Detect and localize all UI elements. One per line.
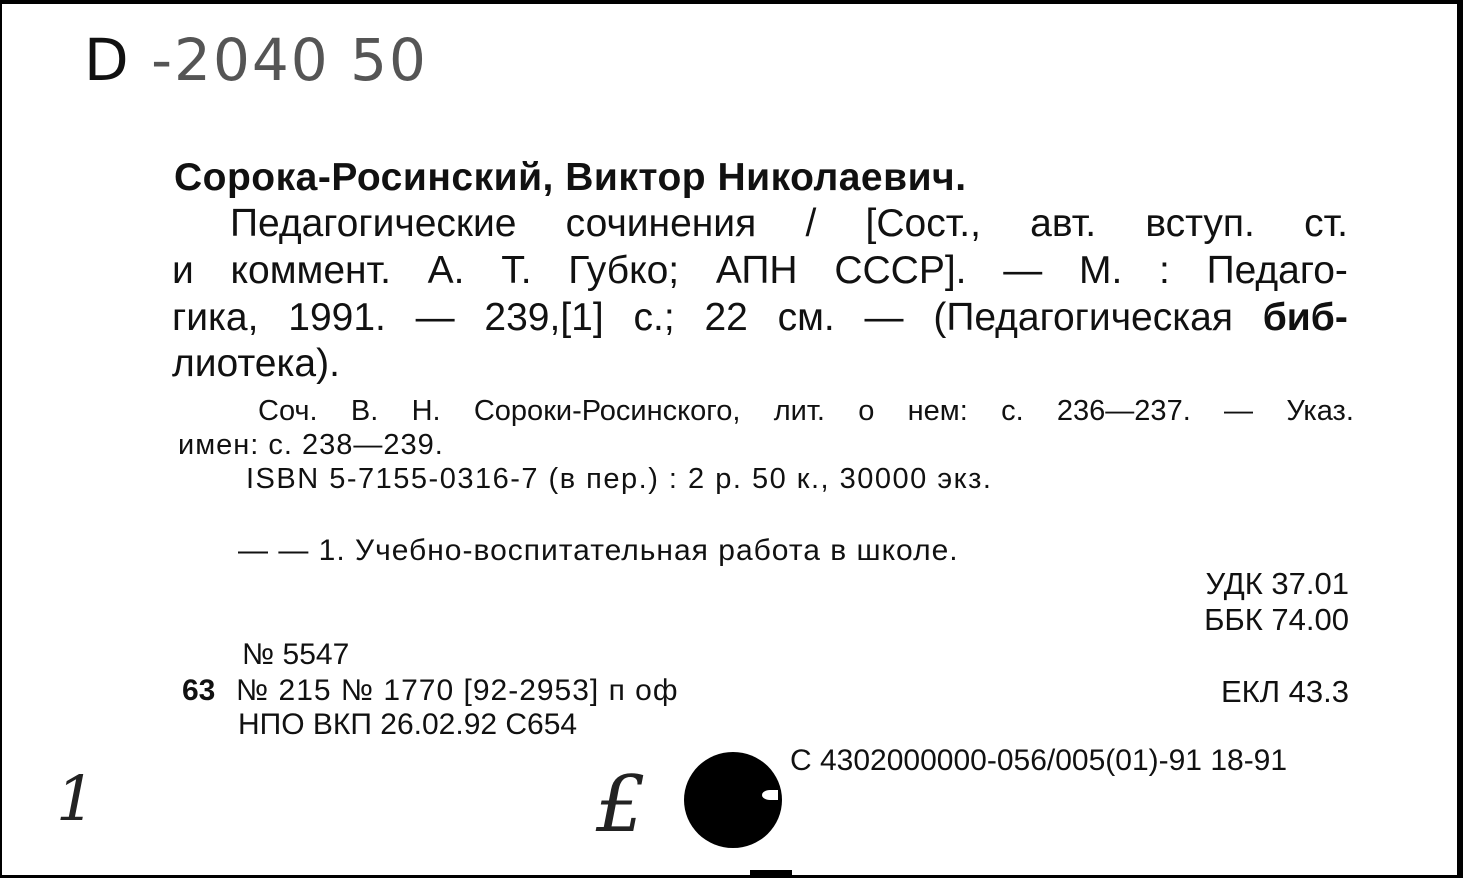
word: — [864, 296, 904, 339]
print-number-prefix: 63 [182, 674, 216, 707]
word: 22 [704, 296, 748, 339]
word: нем: [907, 395, 968, 427]
udk-code: УДК 37.01 [1205, 566, 1349, 601]
call-number-letter: D [84, 26, 131, 94]
word: А. [427, 249, 465, 292]
word: ст. [1304, 202, 1348, 245]
word: биб- [1262, 296, 1348, 339]
punch-hole-notch [762, 790, 778, 800]
word: Соч. [258, 395, 318, 427]
bbk-code: ББК 74.00 [1204, 602, 1349, 637]
isbn-line: ISBN 5-7155-0316-7 (в пер.) : 2 р. 50 к., 30000 экз. [246, 463, 993, 495]
order-number: № 5547 [242, 638, 350, 671]
word: — [415, 296, 455, 339]
word: вступ. [1145, 202, 1255, 245]
word: В. [350, 395, 379, 427]
word: Педаго- [1206, 249, 1348, 292]
npo-line: НПО ВКП 26.02.92 С654 [238, 708, 578, 741]
punch-hole [684, 752, 782, 848]
word: СССР]. [834, 249, 967, 292]
description-line-1 [230, 200, 1348, 247]
word: — [1224, 395, 1254, 427]
pencil-mark-center: £ [596, 760, 646, 850]
word: лиотека). [172, 342, 340, 385]
word: о [858, 395, 875, 427]
word: сочинения [565, 202, 757, 245]
word: 239,[1] [484, 296, 604, 339]
bottom-edge-mark [750, 870, 792, 876]
word: / [805, 202, 817, 245]
word: [Сост., [865, 202, 981, 245]
word: Губко; [568, 249, 680, 292]
word: М. [1078, 249, 1123, 292]
word: Указ. [1286, 395, 1354, 427]
description-line-3 [172, 294, 1348, 341]
word: АПН [715, 249, 798, 292]
word: Педагогические [230, 202, 517, 245]
word: лит. [773, 395, 825, 427]
word: и [172, 249, 194, 292]
catalog-code: С 4302000000-056/005(01)-91 18-91 [790, 744, 1288, 777]
author-heading: Сорока-Росинский, Виктор Николаевич. [174, 156, 967, 199]
pencil-number-left: 1 [56, 762, 96, 835]
description-line-4 [172, 340, 1348, 387]
print-run-line: № 215 № 1770 [92-2953] п оф [236, 674, 679, 707]
call-number-digits: -2040 50 [151, 26, 428, 94]
word: Т. [501, 249, 532, 292]
subject-heading-line: — — 1. Учебно-воспитательная работа в школе. [238, 534, 959, 567]
word: 236—237. [1056, 395, 1191, 427]
word: Н. [411, 395, 441, 427]
word: 1991. [288, 296, 386, 339]
word: — [1003, 249, 1043, 292]
word: : [1159, 249, 1170, 292]
word: (Педагогическая [933, 296, 1233, 339]
handwritten-call-number [84, 26, 428, 94]
word: Сороки-Росинского, [473, 395, 741, 427]
word: гика, [172, 296, 259, 339]
description-line-2 [172, 247, 1348, 294]
word: с.; [633, 296, 675, 339]
ekl-code: ЕКЛ 43.3 [1220, 674, 1349, 709]
word: с. [1001, 395, 1024, 427]
word: коммент. [230, 249, 391, 292]
word: авт. [1030, 202, 1097, 245]
contents-note-line-2: имен: с. 238—239. [178, 429, 444, 461]
contents-note-line-1 [258, 394, 1354, 428]
word: см. [777, 296, 835, 339]
